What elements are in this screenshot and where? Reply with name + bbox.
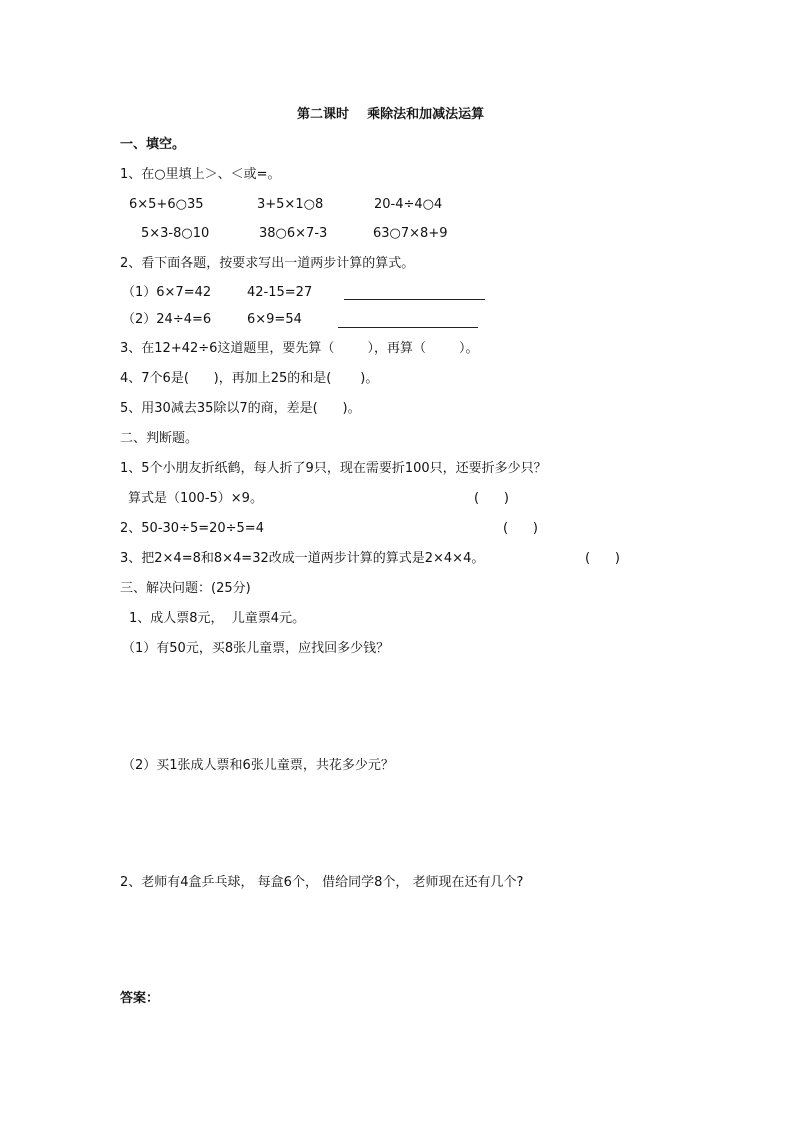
question-2-1: 1、5个小朋友折纸鹤，每人折了9只，现在需要折100只，还要折多少只？ xyxy=(120,461,547,476)
judge-paren[interactable]: ( ) xyxy=(585,551,620,566)
question-2-2: 2、50-30÷5=20÷5=4 xyxy=(120,521,264,536)
page-title: 第二课时 乘除法和加减法运算 xyxy=(297,107,485,122)
question-2-1-formula: 算式是（100-5）×9。 xyxy=(128,491,263,506)
question-1-2: 2、看下面各题，按要求写出一道两步计算的算式。 xyxy=(120,256,415,271)
compare-item: 6×5+6○35 xyxy=(129,197,204,212)
question-3-1: 1、成人票8元， 儿童票4元。 xyxy=(129,611,306,626)
question-1-1: 1、在○里填上＞、＜或=。 xyxy=(120,167,281,182)
section-2-heading: 二、判断题。 xyxy=(120,431,199,446)
compare-item: 5×3-8○10 xyxy=(141,226,210,241)
equation: （1）6×7=42 xyxy=(122,285,212,300)
answer-label: 答案： xyxy=(120,991,160,1006)
equation: 6×9=54 xyxy=(247,312,302,327)
equation: 42-15=27 xyxy=(247,285,313,300)
compare-item: 20-4÷4○4 xyxy=(374,197,443,212)
question-2-3: 3、把2×4=8和8×4=32改成一道两步计算的算式是2×4×4。 xyxy=(120,551,485,566)
question-3-2: 2、老师有4盒乒乓球， 每盒6个， 借给同学8个， 老师现在还有几个? xyxy=(120,875,524,890)
section-1-heading: 一、填空。 xyxy=(120,137,186,152)
answer-blank[interactable] xyxy=(338,327,478,328)
judge-paren[interactable]: ( ) xyxy=(503,521,538,536)
compare-item: 63○7×8+9 xyxy=(373,226,448,241)
question-3-1-b: （2）买1张成人票和6张儿童票，共花多少元？ xyxy=(122,758,394,773)
answer-blank[interactable] xyxy=(344,299,485,300)
question-1-4: 4、7个6是( )，再加上25的和是( )。 xyxy=(120,371,379,386)
question-1-5: 5、用30减去35除以7的商，差是( )。 xyxy=(120,401,361,416)
judge-paren[interactable]: ( ) xyxy=(474,491,509,506)
compare-item: 3+5×1○8 xyxy=(257,197,324,212)
section-3-heading: 三、解决问题：(25分) xyxy=(120,581,251,596)
question-3-1-a: （1）有50元，买8张儿童票，应找回多少钱？ xyxy=(122,641,390,656)
equation: （2）24÷4=6 xyxy=(122,312,212,327)
compare-item: 38○6×7-3 xyxy=(259,226,328,241)
question-1-3: 3、在12+42÷6这道题里，要先算（ ），再算（ ）。 xyxy=(120,341,479,356)
